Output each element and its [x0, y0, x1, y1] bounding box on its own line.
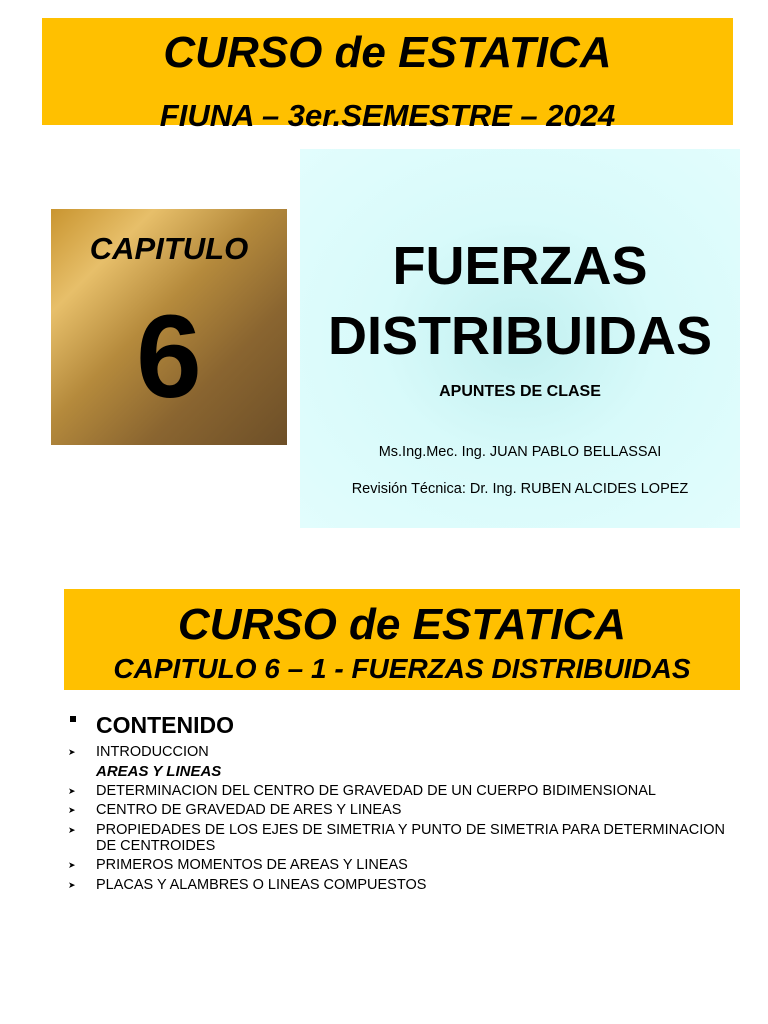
list-item-text: DETERMINACION DEL CENTRO DE GRAVEDAD DE UN CUERPO BIDIMENSIONAL — [96, 782, 656, 799]
cover-title-line1: FUERZAS — [392, 236, 648, 296]
cover-revision: Revisión Técnica: Dr. Ing. RUBEN ALCIDES LOPEZ — [351, 481, 689, 497]
section-title: CURSO de ESTATICA — [177, 600, 627, 649]
list-subheading — [64, 764, 744, 780]
course-banner — [42, 18, 733, 133]
section-banner — [64, 589, 740, 690]
list-item — [64, 802, 744, 818]
chapter-box — [51, 209, 287, 445]
arrow-bullet-icon: ➤ — [68, 785, 76, 796]
cover-panel — [300, 149, 740, 528]
contents-section — [64, 710, 744, 896]
cover-title-line2: DISTRIBUIDAS — [327, 306, 712, 366]
contents-heading — [64, 710, 744, 740]
contents-heading-text: CONTENIDO — [96, 712, 234, 738]
list-item — [64, 822, 744, 854]
course-subtitle: FIUNA – 3er.SEMESTRE – 2024 — [159, 98, 616, 133]
list-item-text: CENTRO DE GRAVEDAD DE ARES Y LINEAS — [96, 802, 402, 818]
arrow-bullet-icon: ➤ — [68, 747, 76, 757]
list-item — [64, 877, 744, 893]
cover-notes-label: APUNTES DE CLASE — [439, 383, 601, 400]
section-subtitle: CAPITULO 6 – 1 - FUERZAS DISTRIBUIDAS — [113, 653, 691, 684]
list-item-text: INTRODUCCION — [96, 744, 209, 760]
arrow-bullet-icon: ➤ — [68, 879, 76, 890]
list-item-text: PROPIEDADES DE LOS EJES DE SIMETRIA Y PUNTO DE SIMETRIA PARA DETERMINACION DE CENTROIDES — [96, 821, 726, 854]
cover-title — [300, 231, 740, 371]
chapter-label: CAPITULO — [89, 231, 249, 266]
list-item — [64, 744, 744, 760]
list-item-text: PLACAS Y ALAMBRES O LINEAS COMPUESTOS — [96, 876, 427, 893]
list-subheading-text: AREAS Y LINEAS — [96, 762, 222, 780]
list-item-text: PRIMEROS MOMENTOS DE AREAS Y LINEAS — [96, 857, 408, 873]
arrow-bullet-icon: ➤ — [68, 860, 76, 870]
cover-author: Ms.Ing.Mec. Ing. JUAN PABLO BELLASSAI — [378, 444, 662, 460]
course-title: CURSO de ESTATICA — [163, 28, 612, 77]
square-bullet-icon — [70, 716, 76, 722]
arrow-bullet-icon: ➤ — [68, 805, 76, 815]
list-item — [64, 783, 744, 799]
chapter-number: 6 — [136, 291, 202, 423]
contents-list — [64, 744, 744, 893]
list-item — [64, 857, 744, 873]
arrow-bullet-icon: ➤ — [68, 824, 76, 835]
